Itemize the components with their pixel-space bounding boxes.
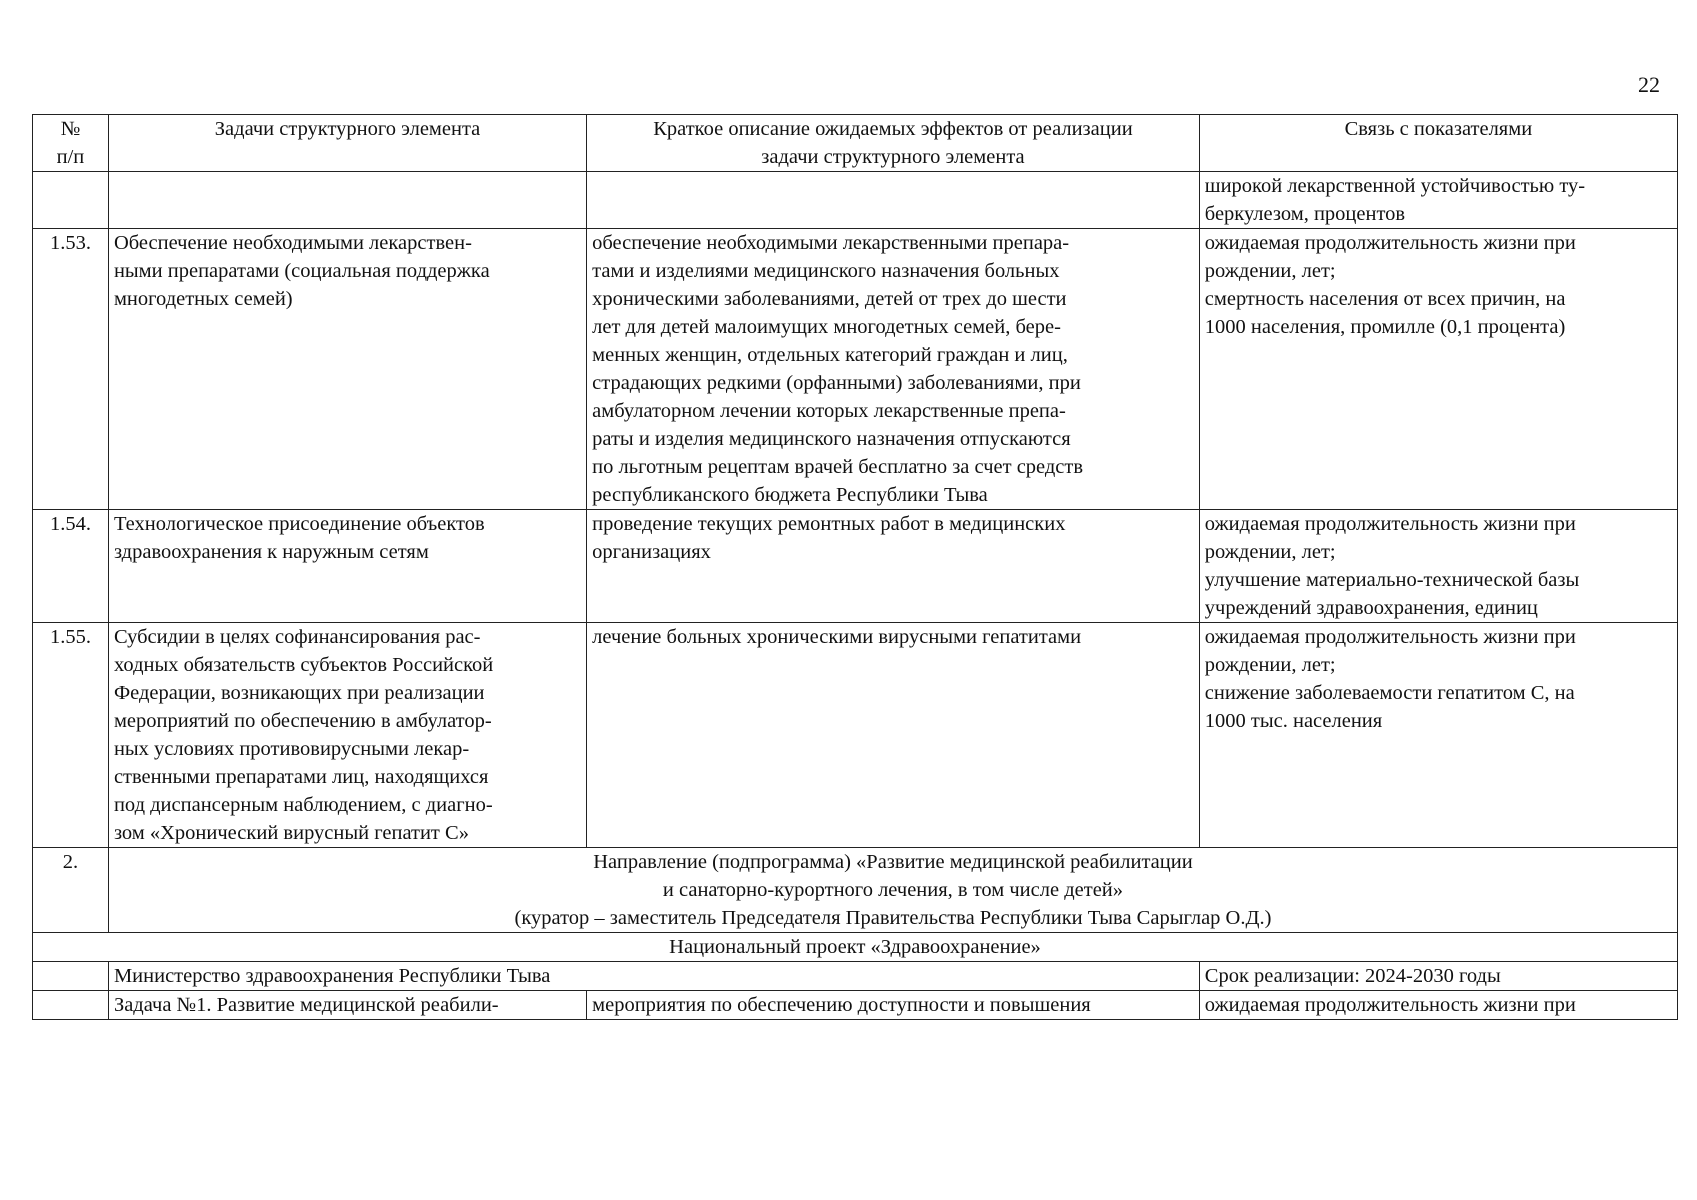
structural-elements-table [32,114,1678,1020]
indicators-cell: ожидаемая продолжительность жизни при [1199,991,1677,1020]
national-project-row [33,933,1678,962]
header-num: № п/п [33,115,109,172]
row-number: 1.55. [33,623,109,848]
table-row [33,510,1678,623]
header-effects: Краткое описание ожидаемых эффектов от реализации задачи структурного элемента [587,115,1200,172]
section-number: 2. [33,848,109,933]
table-header-row [33,115,1678,172]
effect-cell: обеспечение необходимыми лекарственными препара- тами и изделиями медицинского назначения больных хроническими заболеваниями, детей от трех до шести лет для детей малоимущих многодетных семей, бере- менных женщин, отдельных категорий граждан и лиц, страдающих редкими (орфанными) заболеваниями, при амбулаторном лечении которых лекарственные препа- раты и изделия медицинского назначения отпускаются по льготным рецептам врачей бесплатно за счет средств республиканского бюджета Республики Тыва [587,229,1200,510]
empty-cell [33,962,109,991]
empty-cell [108,172,586,229]
table-row [33,991,1678,1020]
section-title: Направление (подпрограмма) «Развитие медицинской реабилитации и санаторно-курортного лечения, в том числе детей» (куратор – заместитель Председателя Правительства Республики Тыва Сарыглар О.Д.) [108,848,1677,933]
header-tasks: Задачи структурного элемента [108,115,586,172]
indicators-cell: широкой лекарственной устойчивостью ту- беркулезом, процентов [1199,172,1677,229]
empty-cell [33,172,109,229]
row-number: 1.54. [33,510,109,623]
empty-cell [33,991,109,1020]
indicators-cell: ожидаемая продолжительность жизни при рождении, лет; улучшение материально-технической базы учреждений здравоохранения, единиц [1199,510,1677,623]
effect-cell: мероприятия по обеспечению доступности и повышения [587,991,1200,1020]
national-project-title: Национальный проект «Здравоохранение» [33,933,1678,962]
indicators-cell: ожидаемая продолжительность жизни при рождении, лет; снижение заболеваемости гепатитом С, на 1000 тыс. населения [1199,623,1677,848]
row-number: 1.53. [33,229,109,510]
section-row [33,848,1678,933]
table-row [33,229,1678,510]
task-cell: Задача №1. Развитие медицинской реабили- [108,991,586,1020]
ministry-row [33,962,1678,991]
page-number: 22 [1638,72,1660,97]
indicators-cell: ожидаемая продолжительность жизни при рождении, лет; смертность населения от всех причин, на 1000 населения, промилле (0,1 процента) [1199,229,1677,510]
implementation-term: Срок реализации: 2024-2030 годы [1199,962,1677,991]
task-cell: Обеспечение необходимыми лекарствен- ными препаратами (социальная поддержка многодетных семей) [108,229,586,510]
effect-cell: проведение текущих ремонтных работ в медицинских организациях [587,510,1200,623]
task-cell: Субсидии в целях софинансирования рас- ходных обязательств субъектов Российской Федерации, возникающих при реализации мероприятий по обеспечению в амбулатор- ных условиях противовирусными лекар- ственными препаратами лиц, находящихся под диспансерным наблюдением, с диагно- зом «Хронический вирусный гепатит С» [108,623,586,848]
task-cell: Технологическое присоединение объектов здравоохранения к наружным сетям [108,510,586,623]
ministry-name: Министерство здравоохранения Республики Тыва [108,962,1199,991]
table-row-continuation [33,172,1678,229]
effect-cell: лечение больных хроническими вирусными гепатитами [587,623,1200,848]
empty-cell [587,172,1200,229]
header-indicators: Связь с показателями [1199,115,1677,172]
table-row [33,623,1678,848]
